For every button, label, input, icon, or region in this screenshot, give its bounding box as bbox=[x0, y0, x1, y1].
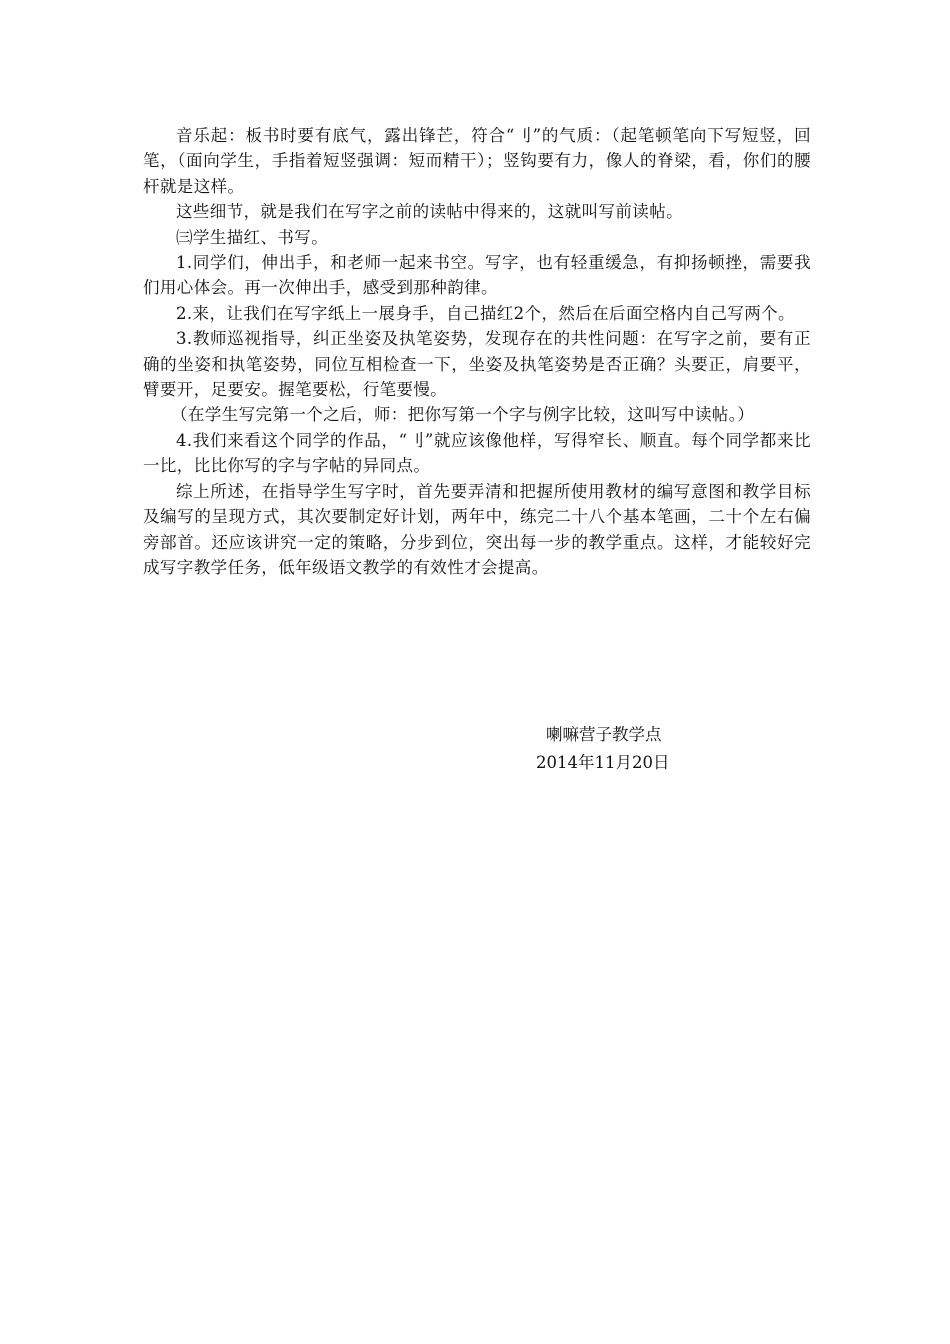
paragraph-step-3: 3.教师巡视指导，纠正坐姿及执笔姿势，发现存在的共性问题：在写字之前，要有正确的坐姿和执笔姿势，同位互相检查一下，坐姿及执笔姿势是否正确？头要正，肩要平，臂要开，足要安。握笔要松，行笔要慢。 bbox=[143, 329, 811, 400]
paragraph-step-1: 1.同学们，伸出手，和老师一起来书空。写字，也有轻重缓急，有抑扬顿挫，需要我们用心体会。再一次伸出手，感受到那种韵律。 bbox=[143, 253, 811, 298]
signature-organization: 喇嘛营子教学点 bbox=[546, 725, 662, 744]
paragraph-music-board-writing: 音乐起：板书时要有底气，露出锋芒，符合“刂”的气质：（起笔顿笔向下写短竖，回笔，（面向学生，手指着短竖强调：短而精干）；竖钩要有力，像人的脊梁，看，你们的腰杆就是这样。 bbox=[143, 126, 811, 196]
paragraph-conclusion: 综上所述，在指导学生写字时，首先要弄清和把握所使用教材的编写意图和教学目标及编写的呈现方式，其次要制定好计划，两年中，练完二十八个基本笔画，二十个左右偏旁部首。还应该讲究一定的策略，分步到位，突出每一步的教学重点。这样，才能较好完成写字教学任务，低年级语文教学的有效性才会提高。 bbox=[143, 481, 811, 577]
signature-date: 2014年11月20日 bbox=[536, 753, 670, 772]
paragraph-step-2: 2.来，让我们在写字纸上一展身手，自己描红2个，然后在后面空格内自己写两个。 bbox=[176, 303, 795, 323]
paragraph-pre-reading: 这些细节，就是我们在写字之前的读帖中得来的，这就叫写前读帖。 bbox=[176, 202, 683, 222]
document-body bbox=[143, 123, 811, 580]
paragraph-step-4: 4.我们来看这个同学的作品，“刂”就应该像他样，写得窄长、顺直。每个同学都来比一比，比比你写的字与字帖的异同点。 bbox=[143, 430, 811, 476]
signature-block bbox=[536, 721, 796, 777]
paragraph-mid-reading-note: （在学生写完第一个之后，师：把你写第一个字与例字比较，这叫写中读帖。） bbox=[171, 405, 755, 425]
section-heading-tracing-writing: ㈢学生描红、书写。 bbox=[176, 227, 329, 247]
